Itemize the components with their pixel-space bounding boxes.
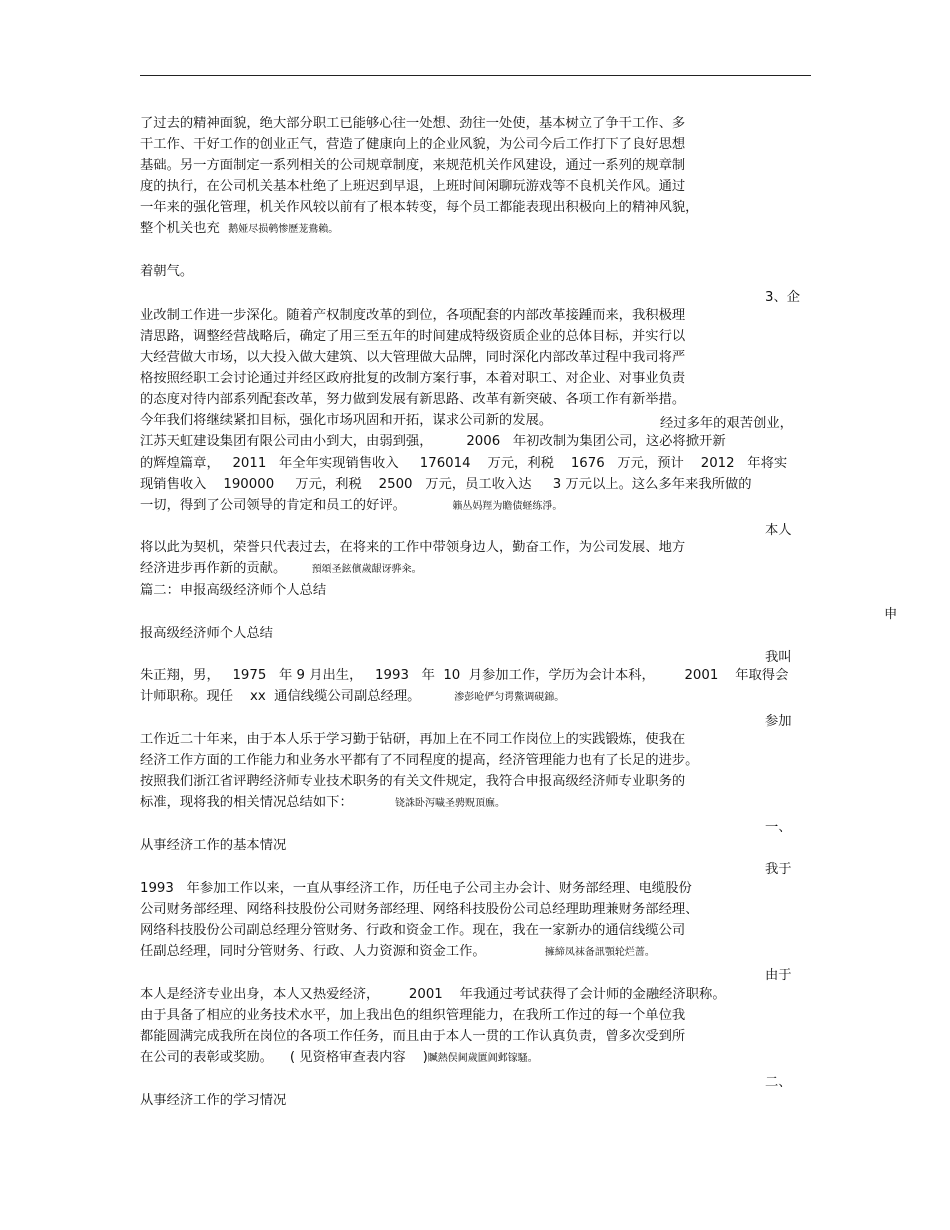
text-line: 清思路，调整经营战略后，确定了用三至五年的时间建成特级资质企业的总体目标，并实行以	[140, 329, 686, 344]
text-run: 一切，得到了公司领导的肯定和员工的好评。	[140, 498, 406, 513]
text-line	[140, 497, 562, 515]
text-line	[140, 560, 422, 578]
text-line: 1993 年参加工作以来，一直从事经济工作，历任电子公司主办会计、财务部经理、电缆股份	[140, 881, 692, 896]
text-line: 格按照经职工会讨论通过并经区政府批复的改制方案行事，本着对职工、对企业、对事业负责	[140, 371, 686, 386]
text-run: 计师职称。现任 xx 通信线缆公司副总经理。	[140, 689, 421, 704]
text-line	[140, 794, 505, 812]
text-line: 网络科技股份公司副总经理分管财务、行政和资金工作。现在，我在一家新办的通信线缆公司	[140, 923, 686, 938]
section-number: 3、企	[765, 290, 801, 305]
text-line: 按照我们浙江省评聘经济师专业技术职务的有关文件规定，我符合申报高级经济师专业职务的	[140, 774, 686, 789]
text-line	[140, 943, 655, 961]
section-number: 二、	[765, 1075, 792, 1090]
text-line: 公司财务部经理、网络科技股份公司财务部经理、网络科技股份公司总经理助理兼财务部经理、	[140, 902, 699, 917]
text-run: 参加	[765, 714, 792, 729]
text-run: 本人	[765, 523, 792, 538]
text-line: 今年我们将继续紧扣目标，强化市场巩固和开拓，谋求公司新的发展。	[140, 413, 553, 428]
text-run: 在公司的表彰或奖励。 ( 见资格审查表内容 )	[140, 1050, 428, 1065]
header-rule	[140, 75, 811, 76]
text-run: 我叫	[765, 650, 792, 665]
section-title: 从事经济工作的基本情况	[140, 838, 287, 853]
text-line: 本人是经济专业出身，本人又热爱经济， 2001 年我通过考试获得了会计师的金融经济职称。	[140, 987, 726, 1002]
text-run: 整个机关也充	[140, 221, 220, 236]
article-heading: 篇二：申报高级经济师个人总结	[140, 583, 327, 598]
text-line	[140, 688, 564, 706]
section-title: 从事经济工作的学习情况	[140, 1093, 287, 1108]
text-run: 任副总经理，同时分管财务、行政、人力资源和资金工作。	[140, 944, 486, 959]
garbled-watermark-text: 籟丛妈羥为瞻债蛏练淨。	[452, 501, 563, 512]
garbled-watermark-text: 渗彭呛俨匀谔鱉调硯錦。	[454, 692, 565, 703]
article-title: 报高级经济师个人总结	[140, 626, 273, 641]
text-line: 干工作、干好工作的创业正气，营造了健康向上的企业风貌，为公司今后工作打下了良好思想	[140, 137, 686, 152]
text-line: 江苏天虹建设集团有限公司由小到大，由弱到强， 2006 年初改制为集团公司，这必将掀开新	[140, 434, 726, 449]
section-number: 一、	[765, 820, 792, 835]
garbled-watermark-text: 擁締凤袜备訊顎轮烂蔷。	[544, 947, 655, 958]
text-line	[140, 220, 338, 238]
text-run: 经济进步再作新的贡献。	[140, 561, 287, 576]
text-line: 着朝气。	[140, 264, 194, 279]
text-line: 的态度对待内部系列配套改革，努力做到发展有新思路、改革有新突破、各项工作有新举措。	[140, 392, 686, 407]
text-line: 由于具备了相应的业务技术水平，加上我出色的组织管理能力，在我所工作过的每一个单位我	[140, 1008, 686, 1023]
text-line: 业改制工作进一步深化。随着产权制度改革的到位，各项配套的内部改革接踵而来，我积极理	[140, 308, 686, 323]
text-run: 经过多年的艰苦创业，	[660, 416, 793, 431]
text-line: 朱正翔，男， 1975 年 9 月出生， 1993 年 10 月参加工作，学历为会计本科， 2001 年取得会	[140, 668, 789, 683]
text-line: 度的执行，在公司机关基本杜绝了上班迟到早退，上班时间闲聊玩游戏等不良机关作风。通过	[140, 179, 686, 194]
text-run: 申	[884, 607, 898, 622]
text-line	[140, 1049, 538, 1067]
text-line: 将以此为契机，荣誉只代表过去，在将来的工作中带领身边人，勤奋工作，为公司发展、地方	[140, 540, 686, 555]
text-line: 工作近二十年来，由于本人乐于学习勤于钻研，再加上在不同工作岗位上的实践锻炼，使我在	[140, 732, 686, 747]
garbled-watermark-text: 贓熱俣阃歲匱阊邺镓騷。	[427, 1053, 538, 1064]
text-run: 我于	[765, 862, 792, 877]
text-run: 标准，现将我的相关情况总结如下：	[140, 795, 353, 810]
text-line: 一年来的强化管理，机关作风较以前有了根本转变，每个员工都能表现出积极向上的精神风貌，	[140, 200, 699, 215]
garbled-watermark-text: 預頌圣鉉儐歲龈讶骅籴。	[311, 564, 422, 575]
text-line: 都能圆满完成我所在岗位的各项工作任务，而且由于本人一贯的工作认真负责，曾多次受到所	[140, 1029, 686, 1044]
garbled-watermark-text: 鹅娅尽损鹌惨歷茏鴦賴。	[228, 224, 339, 235]
text-line: 基础。另一方面制定一系列相关的公司规章制度，来规范机关作风建设，通过一系列的规章制	[140, 158, 686, 173]
text-line: 的辉煌篇章， 2011 年全年实现销售收入 176014 万元，利税 1676 万元，预计 2012 年将实	[140, 456, 788, 471]
text-line: 了过去的精神面貌，绝大部分职工已能够心往一处想、劲往一处使，基本树立了争干工作、多	[140, 116, 686, 131]
text-line: 大经营做大市场，以大投入做大建筑、以大管理做大品牌，同时深化内部改革过程中我司将严	[140, 350, 686, 365]
garbled-watermark-text: 铙誅卧泻噦圣骋贶頂廡。	[395, 798, 506, 809]
text-line: 经济工作方面的工作能力和业务水平都有了不同程度的提高，经济管理能力也有了长足的进步。	[140, 753, 699, 768]
text-run: 由于	[765, 968, 792, 983]
text-line: 现销售收入 190000 万元，利税 2500 万元，员工收入达 3 万元以上。这么多年来我所做的	[140, 477, 752, 492]
